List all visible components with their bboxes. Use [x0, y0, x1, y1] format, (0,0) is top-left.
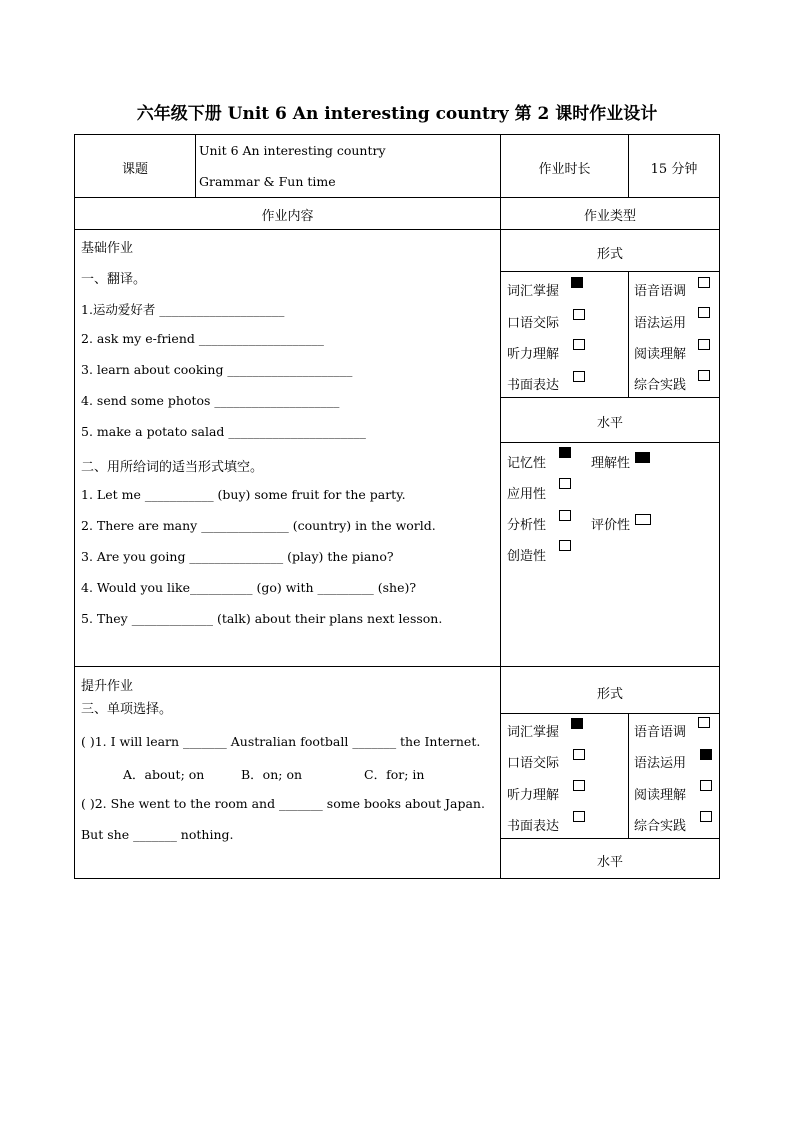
table-line: [500, 713, 720, 714]
level-label-advanced: 水平: [596, 855, 623, 870]
choice-question-2-continued: But she _______ nothing.: [81, 827, 234, 842]
table-line: [628, 713, 629, 838]
table-line: [500, 271, 720, 272]
checkbox-listening: [573, 780, 585, 791]
table-border-top: [74, 134, 720, 135]
checkbox-reading: [698, 339, 710, 350]
form-item-vocabulary: 词汇掌握: [507, 725, 560, 740]
page-title: 六年级下册 Unit 6 An interesting country 第 2 课时作业设计: [136, 104, 658, 124]
checkbox-listening: [573, 339, 585, 350]
table-line: [74, 666, 720, 667]
checkbox-reading: [700, 780, 712, 791]
advanced-heading: 提升作业: [81, 679, 134, 694]
checkbox-vocabulary: [571, 718, 583, 729]
column-header-type: 作业类型: [583, 209, 636, 224]
checkbox-oral: [573, 749, 585, 760]
form-label: 形式: [596, 247, 623, 262]
level-item-analysis: 分析性: [507, 518, 547, 533]
form-item-pronunciation: 语音语调: [634, 284, 687, 299]
checkbox-evaluation: [635, 514, 651, 525]
form-item-listening: 听力理解: [507, 788, 560, 803]
duration-value: 15 分钟: [650, 162, 698, 177]
checkbox-grammar: [698, 307, 710, 318]
translate-item: 1.运动爱好者 ____________________: [81, 302, 285, 317]
fill-item: 4. Would you like__________ (go) with _________ (she)?: [81, 580, 417, 595]
level-item-application: 应用性: [507, 487, 547, 502]
table-line: [500, 838, 720, 839]
table-line: [74, 197, 720, 198]
level-item-memory: 记忆性: [507, 456, 547, 471]
fill-item: 1. Let me ___________ (buy) some fruit for the party.: [81, 487, 406, 502]
checkbox-grammar: [700, 749, 712, 760]
form-item-reading: 阅读理解: [634, 788, 687, 803]
topic-line-2: Grammar & Fun time: [199, 174, 336, 189]
choice-option-c: C．for; in: [364, 767, 425, 782]
translate-item: 4. send some photos ____________________: [81, 393, 340, 408]
form-item-listening: 听力理解: [507, 347, 560, 362]
topic-line-1: Unit 6 An interesting country: [199, 143, 386, 158]
choice-option-a: A．about; on: [123, 767, 205, 782]
checkbox-writing: [573, 811, 585, 822]
table-line: [628, 271, 629, 397]
section2-title: 二、用所给词的适当形式填空。: [81, 460, 264, 475]
fill-item: 5. They _____________ (talk) about their plans next lesson.: [81, 611, 443, 626]
checkbox-vocabulary: [571, 277, 583, 288]
basic-heading: 基础作业: [81, 241, 134, 256]
duration-label: 作业时长: [538, 162, 591, 177]
table-border-left: [74, 134, 75, 879]
form-item-vocabulary: 词汇掌握: [507, 284, 560, 299]
fill-item: 3. Are you going _______________ (play) the piano?: [81, 549, 394, 564]
table-line: [195, 134, 196, 197]
checkbox-creation: [559, 540, 571, 551]
form-item-oral: 口语交际: [507, 316, 560, 331]
checkbox-writing: [573, 371, 585, 382]
checkbox-oral: [573, 309, 585, 320]
form-item-grammar: 语法运用: [634, 316, 687, 331]
table-border-right: [719, 134, 720, 879]
checkbox-memory: [559, 447, 571, 458]
checkbox-pronunciation: [698, 277, 710, 288]
checkbox-practice: [698, 370, 710, 381]
table-line: [74, 229, 720, 230]
checkbox-analysis: [559, 510, 571, 521]
checkbox-application: [559, 478, 571, 489]
form-item-practice: 综合实践: [634, 819, 687, 834]
section3-title: 三、单项选择。: [81, 702, 173, 717]
column-header-content: 作业内容: [261, 209, 314, 224]
level-item-creation: 创造性: [507, 549, 547, 564]
form-item-reading: 阅读理解: [634, 347, 687, 362]
form-item-pronunciation: 语音语调: [634, 725, 687, 740]
form-item-practice: 综合实践: [634, 378, 687, 393]
form-label-advanced: 形式: [596, 687, 623, 702]
choice-question-1: ( )1. I will learn _______ Australian football _______ the Internet.: [81, 734, 481, 749]
level-label: 水平: [596, 416, 623, 431]
checkbox-practice: [700, 811, 712, 822]
level-item-evaluation: 评价性: [591, 518, 631, 533]
translate-item: 3. learn about cooking ____________________: [81, 362, 353, 377]
form-item-grammar: 语法运用: [634, 756, 687, 771]
checkbox-understanding: [635, 452, 650, 463]
choice-question-2: ( )2. She went to the room and _______ some books about Japan.: [81, 796, 485, 811]
fill-item: 2. There are many ______________ (country) in the world.: [81, 518, 436, 533]
translate-item: 2. ask my e-friend ____________________: [81, 331, 324, 346]
form-item-writing: 书面表达: [507, 819, 560, 834]
table-line: [500, 442, 720, 443]
section1-title: 一、翻译。: [81, 272, 147, 287]
table-line: [500, 397, 720, 398]
form-item-writing: 书面表达: [507, 378, 560, 393]
table-border-bottom: [74, 878, 720, 879]
choice-option-b: B．on; on: [241, 767, 303, 782]
level-item-understanding: 理解性: [591, 456, 631, 471]
checkbox-pronunciation: [698, 717, 710, 728]
topic-label: 课题: [121, 162, 148, 177]
form-item-oral: 口语交际: [507, 756, 560, 771]
translate-item: 5. make a potato salad ______________________: [81, 424, 366, 439]
